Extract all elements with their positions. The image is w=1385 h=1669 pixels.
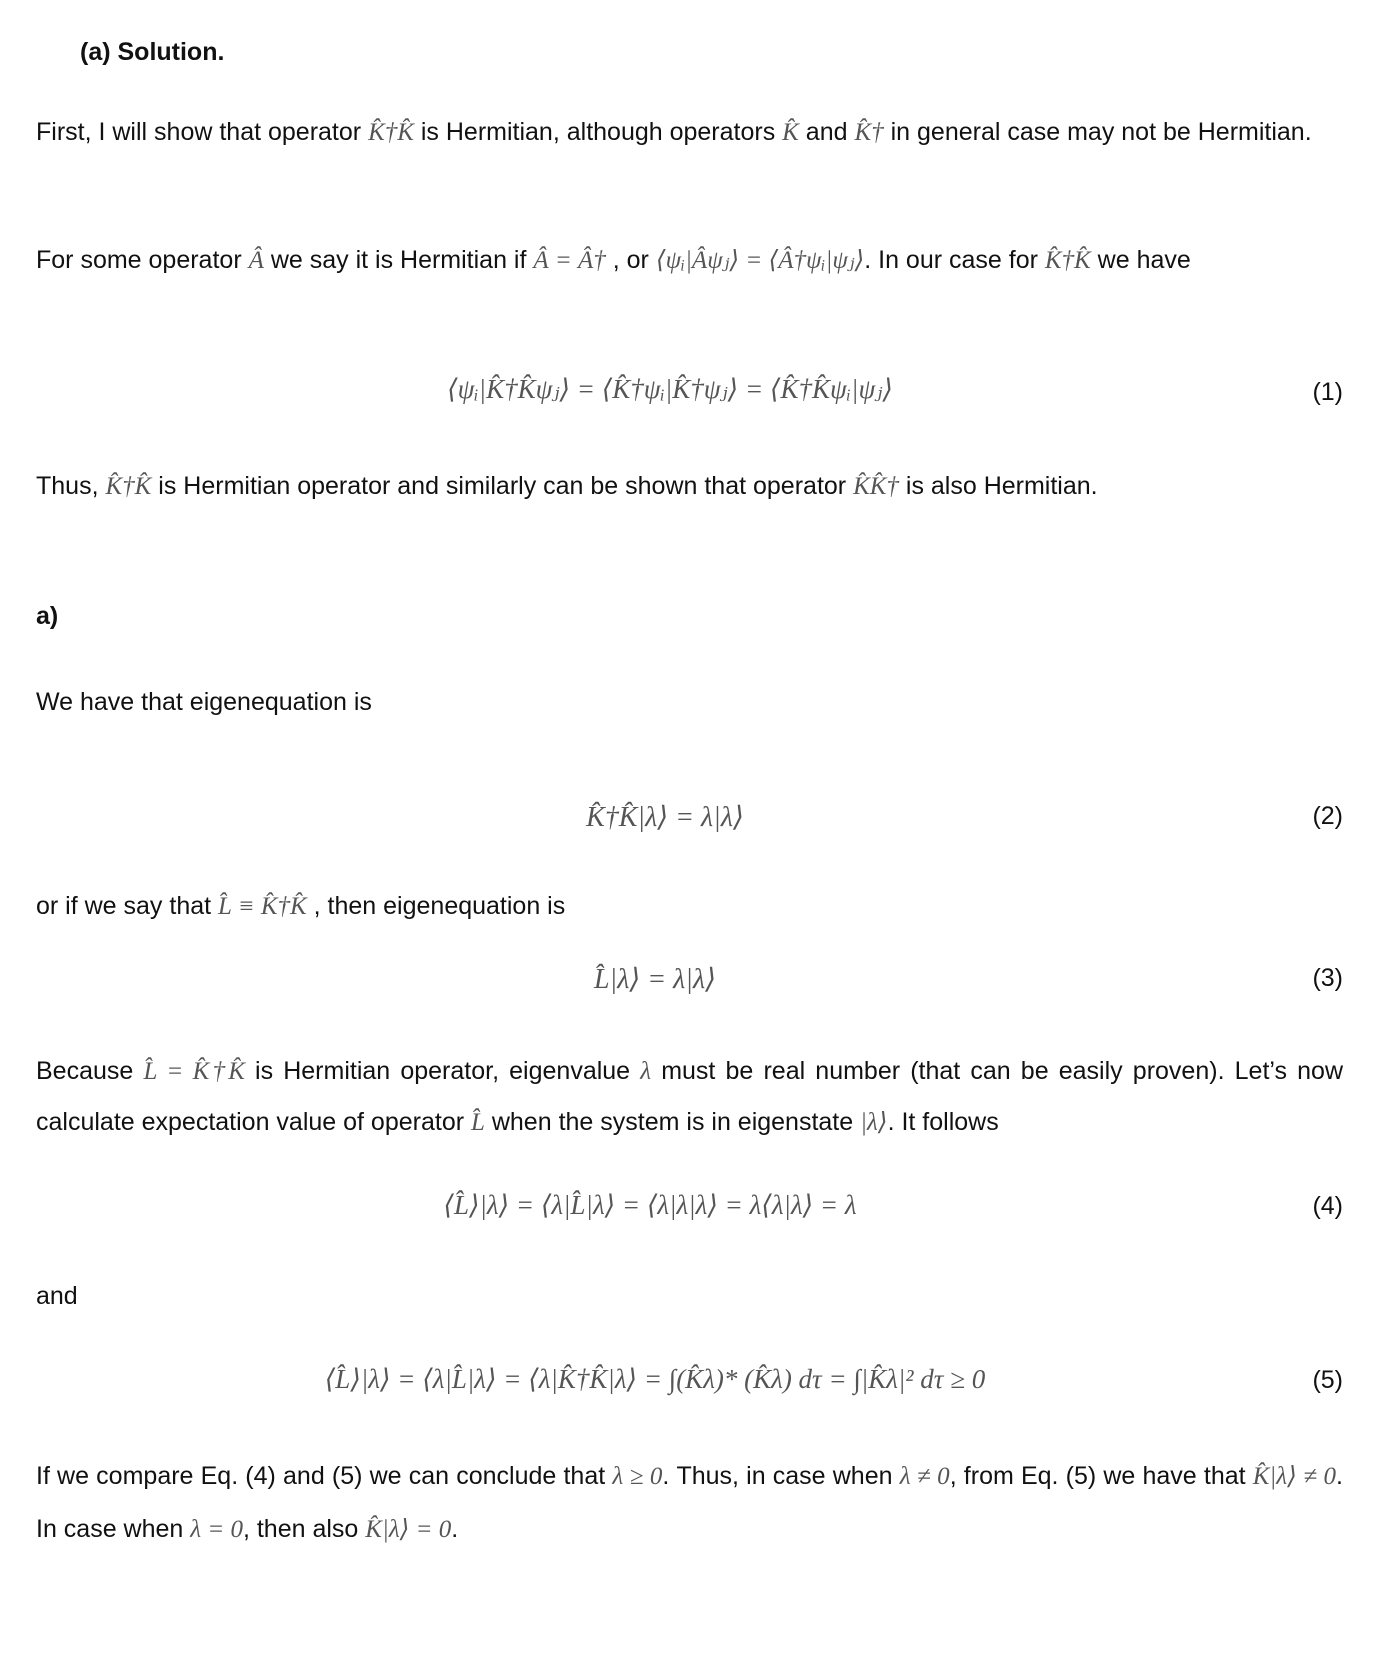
text: If we compare Eq. (4) and (5) we can conclude that xyxy=(36,1462,613,1490)
text: is Hermitian operator, eigenvalue xyxy=(244,1057,641,1085)
math-inline: K̂† xyxy=(854,119,884,146)
equation-2: K̂†K̂|λ⟩ = λ|λ⟩ xyxy=(586,802,744,833)
equation-1-number: (1) xyxy=(1312,378,1343,406)
math-inline: λ = 0 xyxy=(190,1516,243,1543)
equation-2-number: (2) xyxy=(1312,802,1343,830)
text: . In our case for xyxy=(864,246,1045,274)
math-inline: K̂K̂† xyxy=(853,473,899,500)
math-inline: L̂ ≡ K̂†K̂ xyxy=(218,893,307,920)
text: is Hermitian operator and similarly can be shown that operator xyxy=(151,472,854,500)
text: when the system is in eigenstate xyxy=(484,1108,861,1136)
math-inline: K̂ xyxy=(782,119,799,146)
paragraph-define-l xyxy=(36,884,1343,929)
math-inline: K̂|λ⟩ = 0 xyxy=(365,1516,452,1543)
paragraph-eigenequation-intro: We have that eigenequation is xyxy=(36,688,372,716)
text: First, I will show that operator xyxy=(36,118,369,146)
text: and xyxy=(798,118,855,146)
paragraph-expectation xyxy=(36,1046,1343,1148)
math-inline: L̂ = K̂†K̂ xyxy=(143,1058,245,1085)
text: or if we say that xyxy=(36,892,219,920)
math-inline: λ ≠ 0 xyxy=(899,1463,950,1490)
math-inline: λ xyxy=(640,1058,652,1085)
math-inline: |λ⟩ xyxy=(860,1109,888,1136)
text: we say it is Hermitian if xyxy=(263,246,534,274)
math-inline: K̂†K̂ xyxy=(105,473,152,500)
text: . In case when xyxy=(36,1462,1343,1543)
math-inline: ⟨ψᵢ|Âψⱼ⟩ = ⟨Â†ψᵢ|ψⱼ⟩ xyxy=(655,247,865,274)
text: Thus, xyxy=(36,472,106,500)
text: . xyxy=(451,1515,459,1543)
text: , or xyxy=(605,246,656,274)
paragraph-and: and xyxy=(36,1282,78,1310)
equation-1: ⟨ψᵢ|K̂†K̂ψⱼ⟩ = ⟨K̂†ψᵢ|K̂†ψⱼ⟩ = ⟨K̂†K̂ψᵢ|ψⱼ⟩ xyxy=(447,374,893,404)
text: must be real number (that can be easily proven). Let’s now calculate expectation value of operator xyxy=(36,1057,1344,1136)
math-inline: L̂ xyxy=(471,1109,485,1136)
text: , from Eq. (5) we have that xyxy=(949,1462,1253,1490)
text: . It follows xyxy=(887,1108,999,1136)
math-inline: λ ≥ 0 xyxy=(612,1463,663,1490)
math-inline: Â xyxy=(248,247,264,274)
text: Because xyxy=(36,1057,144,1085)
text: is also Hermitian. xyxy=(898,472,1098,500)
paragraph-conclusion-hermitian xyxy=(36,464,1343,509)
math-inline: K̂†K̂ xyxy=(368,119,414,146)
math-inline: K̂|λ⟩ ≠ 0 xyxy=(1252,1463,1337,1490)
text: , then eigenequation is xyxy=(306,892,566,920)
text: we have xyxy=(1090,246,1191,274)
solution-heading: (a) Solution. xyxy=(80,38,225,66)
paragraph-intro xyxy=(36,110,1343,155)
equation-5: ⟨L̂⟩|λ⟩ = ⟨λ|L̂|λ⟩ = ⟨λ|K̂†K̂|λ⟩ = ∫(K̂λ)* (K̂λ) dτ = ∫|K̂λ|² dτ ≥ 0 xyxy=(324,1364,986,1394)
text: in general case may not be Hermitian. xyxy=(883,118,1312,146)
math-inline: Â = Â† xyxy=(533,247,606,274)
equation-4: ⟨L̂⟩|λ⟩ = ⟨λ|L̂|λ⟩ = ⟨λ|λ|λ⟩ = λ⟨λ|λ⟩ = λ xyxy=(443,1190,857,1220)
equation-4-number: (4) xyxy=(1312,1192,1343,1220)
equation-3-number: (3) xyxy=(1312,964,1343,992)
text: is Hermitian, although operators xyxy=(413,118,783,146)
paragraph-final-conclusion xyxy=(36,1450,1343,1556)
math-inline: K̂†K̂ xyxy=(1044,247,1091,274)
section-label: a) xyxy=(36,602,59,630)
text: , then also xyxy=(242,1515,366,1543)
text: . Thus, in case when xyxy=(662,1462,900,1490)
equation-5-number: (5) xyxy=(1312,1366,1343,1394)
text: For some operator xyxy=(36,246,249,274)
paragraph-hermitian-definition xyxy=(36,228,1343,293)
equation-3: L̂|λ⟩ = λ|λ⟩ xyxy=(593,964,717,995)
